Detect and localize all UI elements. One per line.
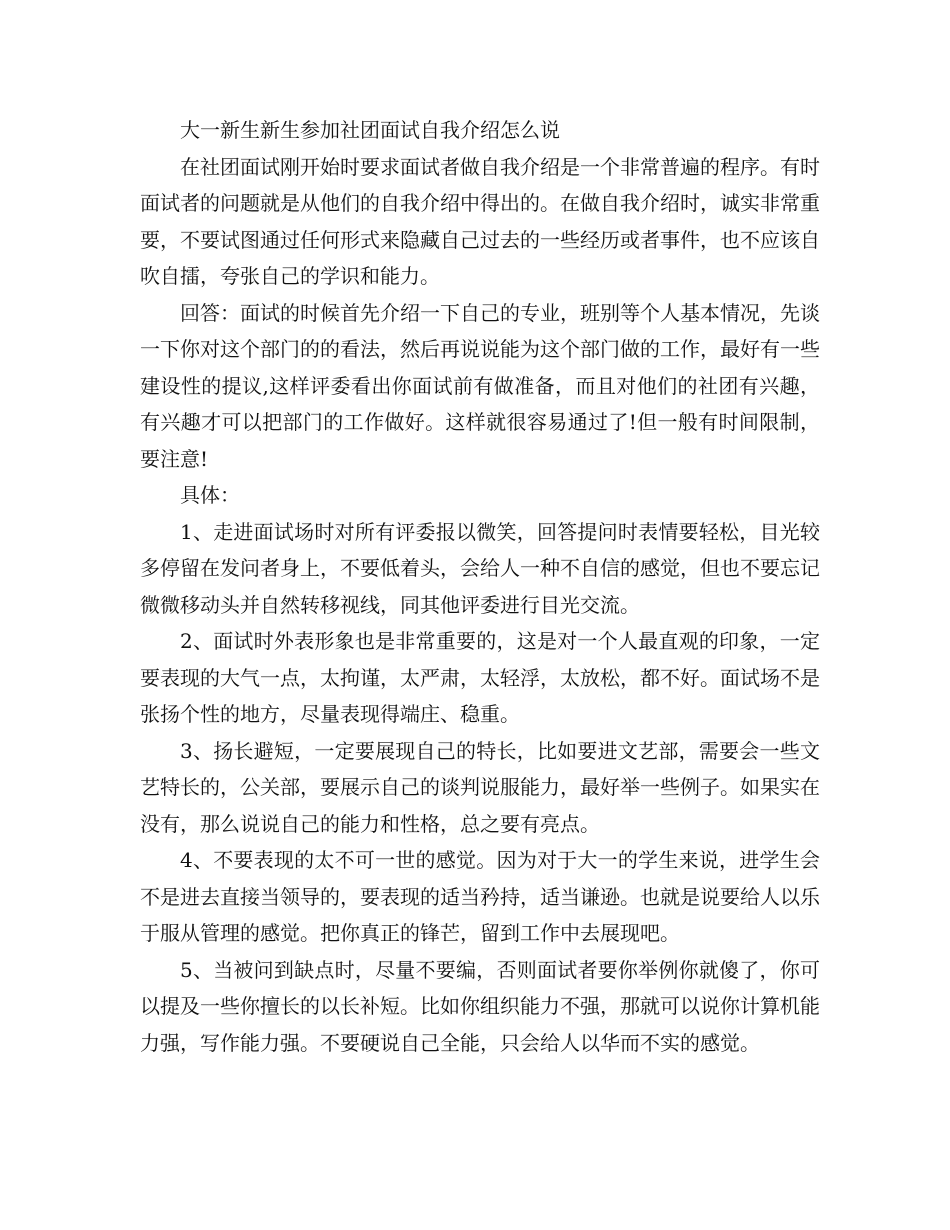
- document-body: [140, 112, 820, 1061]
- document-title: 大一新生新生参加社团面试自我介绍怎么说: [180, 118, 560, 142]
- tip-paragraph-1: 1、走进面试场时对所有评委报以微笑，回答提问时表情要轻松，目光较多停留在发问者身上，不要低着头，会给人一种不自信的感觉，但也不要忘记微微移动头并自然转移视线，同其他评委进行目光交流。: [140, 519, 820, 617]
- tip-paragraph-3: 3、扬长避短，一定要展现自己的特长，比如要进文艺部，需要会一些文艺特长的，公关部，要展示自己的谈判说服能力，最好举一些例子。如果实在没有，那么说说自己的能力和性格，总之要有亮点。: [140, 738, 820, 836]
- tip-paragraph-5: 5、当被问到缺点时，尽量不要编，否则面试者要你举例你就傻了，你可以提及一些你擅长的以长补短。比如你组织能力不强，那就可以说你计算机能力强，写作能力强。不要硬说自己全能，只会给人以华而不实的感觉。: [140, 957, 820, 1055]
- tip-paragraph-2: 2、面试时外表形象也是非常重要的，这是对一个人最直观的印象，一定要表现的大气一点，太拘谨，太严肃，太轻浮，太放松，都不好。面试场不是张扬个性的地方，尽量表现得端庄、稳重。: [140, 629, 820, 726]
- answer-paragraph: 回答：面试的时候首先介绍一下自己的专业，班别等个人基本情况，先谈一下你对这个部门的的看法，然后再说说能为这个部门做的工作，最好有一些建设性的提议,这样评委看出你面试前有做准备，而且对他们的社团有兴趣，有兴趣才可以把部门的工作做好。这样就很容易通过了!但一般有时间限制，要注意!: [140, 300, 820, 471]
- intro-paragraph: 在社团面试刚开始时要求面试者做自我介绍是一个非常普遍的程序。有时面试者的问题就是从他们的自我介绍中得出的。在做自我介绍时，诚实非常重要，不要试图通过任何形式来隐藏自己过去的一些经历或者事件，也不应该自吹自擂，夸张自己的学识和能力。: [140, 154, 820, 288]
- details-heading: 具体：: [180, 483, 240, 507]
- tip-paragraph-4: 4、不要表现的太不可一世的感觉。因为对于大一的学生来说，进学生会不是进去直接当领导的，要表现的适当矜持，适当谦逊。也就是说要给人以乐于服从管理的感觉。把你真正的锋芒，留到工作中去展现吧。: [140, 848, 820, 945]
